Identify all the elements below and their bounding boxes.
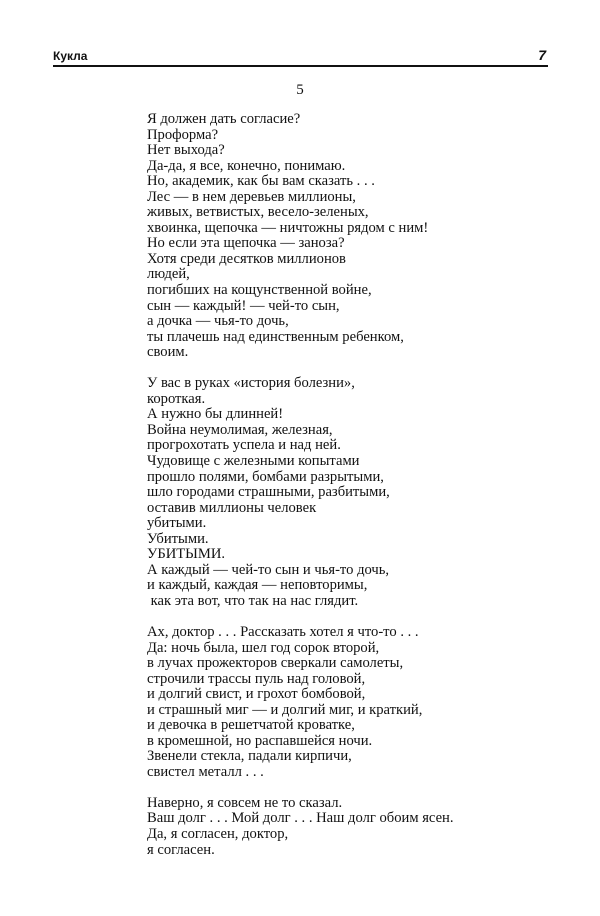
poem-line: Чудовище с железными копытами bbox=[147, 452, 360, 469]
poem-line: ты плачешь над единственным ребенком, bbox=[147, 328, 404, 345]
poem-line: прошло полями, бомбами разрытыми, bbox=[147, 468, 384, 485]
poem-line: погибших на кощунственной войне, bbox=[147, 282, 372, 299]
poem-line: хвоинка, щепочка — ничтожны рядом с ним! bbox=[147, 219, 429, 236]
poem-line: Хотя среди десятков миллионов bbox=[147, 250, 346, 267]
poem-line: а дочка — чья-то дочь, bbox=[147, 313, 289, 330]
page-number: 7 bbox=[538, 47, 546, 63]
poem-line: Проформа? bbox=[147, 126, 219, 143]
poem-line: У вас в руках «история болезни», bbox=[147, 375, 355, 392]
poem-line: и страшный миг — и долгий миг, и краткий, bbox=[147, 701, 423, 718]
poem-line: и каждый, каждая — неповторимы, bbox=[147, 577, 368, 594]
poem-line: Ах, доктор . . . Рассказать хотел я что-то . . . bbox=[147, 623, 419, 640]
running-header bbox=[53, 47, 548, 67]
poem-line: короткая. bbox=[147, 390, 206, 407]
poem-line: убитыми. bbox=[147, 515, 207, 532]
running-title: Кукла bbox=[53, 49, 88, 63]
stanza bbox=[147, 376, 547, 609]
poem-line: А каждый — чей-то сын и чья-то дочь, bbox=[147, 561, 390, 578]
poem-line: Нет выхода? bbox=[147, 142, 225, 159]
stanza bbox=[147, 625, 547, 780]
poem-line: в лучах прожекторов сверкали самолеты, bbox=[147, 655, 404, 672]
poem-line: УБИТЫМИ. bbox=[147, 546, 226, 563]
poem-line: я согласен. bbox=[147, 841, 215, 858]
poem-line: и долгий свист, и грохот бомбовой, bbox=[147, 686, 366, 703]
poem-line: оставив миллионы человек bbox=[147, 499, 317, 516]
poem-body bbox=[147, 112, 547, 874]
section-number: 5 bbox=[296, 82, 304, 98]
stanza bbox=[147, 796, 547, 858]
poem-line: Убитыми. bbox=[147, 530, 209, 547]
poem-line: прогрохотать успела и над ней. bbox=[147, 437, 341, 454]
poem-line: Лес — в нем деревьев миллионы, bbox=[147, 188, 356, 205]
poem-line: Война неумолимая, железная, bbox=[147, 421, 333, 438]
poem-line: свистел металл . . . bbox=[147, 763, 264, 780]
poem-line: сын — каждый! — чей-то сын, bbox=[147, 297, 340, 314]
poem-line: Наверно, я совсем не то сказал. bbox=[147, 794, 343, 811]
poem-line: А нужно бы длинней! bbox=[147, 406, 284, 423]
poem-line: шло городами страшными, разбитыми, bbox=[147, 484, 390, 501]
poem-line: Я должен дать согласие? bbox=[147, 111, 301, 127]
poem-line: Звенели стекла, падали кирпичи, bbox=[147, 748, 352, 765]
poem-line: Но, академик, как бы вам сказать . . . bbox=[147, 173, 375, 190]
stanza bbox=[147, 112, 547, 361]
poem-line: людей, bbox=[147, 266, 190, 283]
poem-line: живых, ветвистых, весело-зеленых, bbox=[147, 204, 369, 221]
poem-line: Да-да, я все, конечно, понимаю. bbox=[147, 157, 346, 174]
poem-line: своим. bbox=[147, 344, 189, 361]
poem-line: Ваш долг . . . Мой долг . . . Наш долг обоим ясен. bbox=[147, 810, 454, 827]
poem-line: Да, я согласен, доктор, bbox=[147, 826, 289, 843]
poem-line: Но если эта щепочка — заноза? bbox=[147, 235, 345, 252]
poem-line: в кромешной, но распавшейся ночи. bbox=[147, 732, 373, 749]
poem-line: как эта вот, что так на нас глядит. bbox=[147, 592, 359, 609]
poem-line: Да: ночь была, шел год сорок второй, bbox=[147, 639, 380, 656]
poem-line: и девочка в решетчатой кроватке, bbox=[147, 717, 355, 734]
poem-line: строчили трассы пуль над головой, bbox=[147, 670, 366, 687]
